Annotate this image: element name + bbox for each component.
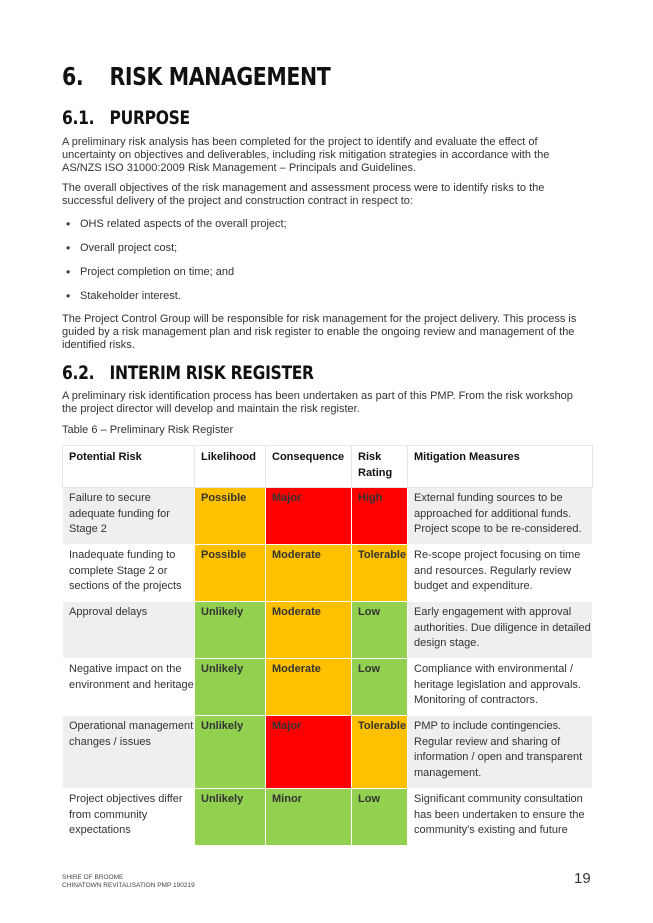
risk-cell: Project objectives differ from community expectations xyxy=(63,789,195,846)
purpose-paragraph-2: The overall objectives of the risk management and assessment process were to identify risks to the successful delivery of the project and construction contract in respect to: xyxy=(62,182,545,207)
header-potential-risk: Potential Risk xyxy=(63,446,195,488)
purpose-title: PURPOSE xyxy=(109,107,190,129)
mitigation-cell: Significant community consultation has been undertaken to ensure the community's existing and future xyxy=(408,789,593,846)
consequence-cell: Major xyxy=(266,488,352,545)
consequence-cell: Minor xyxy=(266,789,352,846)
risk-cell: Operational management changes / issues xyxy=(63,716,195,789)
purpose-number: 6.1. xyxy=(62,107,95,129)
risk-cell: Failure to secure adequate funding for Stage 2 xyxy=(63,488,195,545)
likelihood-cell: Unlikely xyxy=(195,602,266,659)
section-heading xyxy=(62,62,330,91)
header-risk-rating: Risk Rating xyxy=(352,446,408,488)
consequence-cell: Moderate xyxy=(266,545,352,602)
purpose-heading xyxy=(62,107,190,129)
page-number: 19 xyxy=(574,870,591,887)
consequence-cell: Moderate xyxy=(266,602,352,659)
likelihood-cell: Unlikely xyxy=(195,659,266,716)
risk-cell: Inadequate funding to complete Stage 2 or sections of the projects xyxy=(63,545,195,602)
mitigation-cell: Compliance with environmental / heritage legislation and approvals. Monitoring of contractors. xyxy=(408,659,593,716)
rating-cell: Tolerable xyxy=(352,716,408,789)
rating-cell: Low xyxy=(352,602,408,659)
footer-line-1: SHIRE OF BROOME xyxy=(62,874,124,881)
mitigation-cell: External funding sources to be approached for additional funds. Project scope to be re-considered. xyxy=(408,488,593,545)
table-row xyxy=(63,488,593,545)
list-item: • Stakeholder interest. xyxy=(62,290,590,314)
register-paragraph: A preliminary risk identification process has been undertaken as part of this PMP. From the risk workshop the project director will develop and maintain the risk register. xyxy=(62,390,573,415)
mitigation-cell: Early engagement with approval authorities. Due diligence in detailed design stage. xyxy=(408,602,593,659)
header-likelihood: Likelihood xyxy=(195,446,266,488)
rating-cell: Low xyxy=(352,789,408,846)
likelihood-cell: Unlikely xyxy=(195,716,266,789)
table-row xyxy=(63,716,593,789)
likelihood-cell: Possible xyxy=(195,488,266,545)
table-row xyxy=(63,545,593,602)
list-item: • Project completion on time; and xyxy=(62,266,590,290)
footer-line-2: CHINATOWN REVITALISATION PMP 190219 xyxy=(62,882,195,889)
purpose-paragraph-1: A preliminary risk analysis has been completed for the project to identify and evaluate the effect of uncertainty on objectives and deliverables, including risk mitigation strategies in accordance with the AS/NZS ISO 31000:2009 Risk Management – Principals and Guidelines. xyxy=(62,136,550,174)
objectives-list xyxy=(62,218,590,314)
table-row xyxy=(63,659,593,716)
header-consequence: Consequence xyxy=(266,446,352,488)
consequence-cell: Moderate xyxy=(266,659,352,716)
table-header-row xyxy=(63,446,593,488)
list-item: • OHS related aspects of the overall project; xyxy=(62,218,590,242)
mitigation-cell: Re-scope project focusing on time and resources. Regularly review budget and expenditure. xyxy=(408,545,593,602)
register-number: 6.2. xyxy=(62,362,95,384)
rating-cell: High xyxy=(352,488,408,545)
footer-org xyxy=(62,874,195,890)
header-mitigation: Mitigation Measures xyxy=(408,446,593,488)
likelihood-cell: Possible xyxy=(195,545,266,602)
risk-cell: Approval delays xyxy=(63,602,195,659)
risk-cell: Negative impact on the environment and heritage xyxy=(63,659,195,716)
table-row xyxy=(63,789,593,846)
mitigation-cell: PMP to include contingencies. Regular review and sharing of information / open and transparent management. xyxy=(408,716,593,789)
consequence-cell: Major xyxy=(266,716,352,789)
risk-register-table xyxy=(62,445,593,846)
list-item: • Overall project cost; xyxy=(62,242,590,266)
register-title: INTERIM RISK REGISTER xyxy=(109,362,314,384)
section-title: RISK MANAGEMENT xyxy=(109,62,331,91)
section-number: 6. xyxy=(62,62,84,91)
table-row xyxy=(63,602,593,659)
purpose-paragraph-3: The Project Control Group will be responsible for risk management for the project delivery. This process is guided by a risk management plan and risk register to enable the ongoing review and management of the identified risks. xyxy=(62,313,577,351)
table-caption: Table 6 – Preliminary Risk Register xyxy=(62,424,234,436)
rating-cell: Tolerable xyxy=(352,545,408,602)
register-heading xyxy=(62,362,314,384)
rating-cell: Low xyxy=(352,659,408,716)
likelihood-cell: Unlikely xyxy=(195,789,266,846)
